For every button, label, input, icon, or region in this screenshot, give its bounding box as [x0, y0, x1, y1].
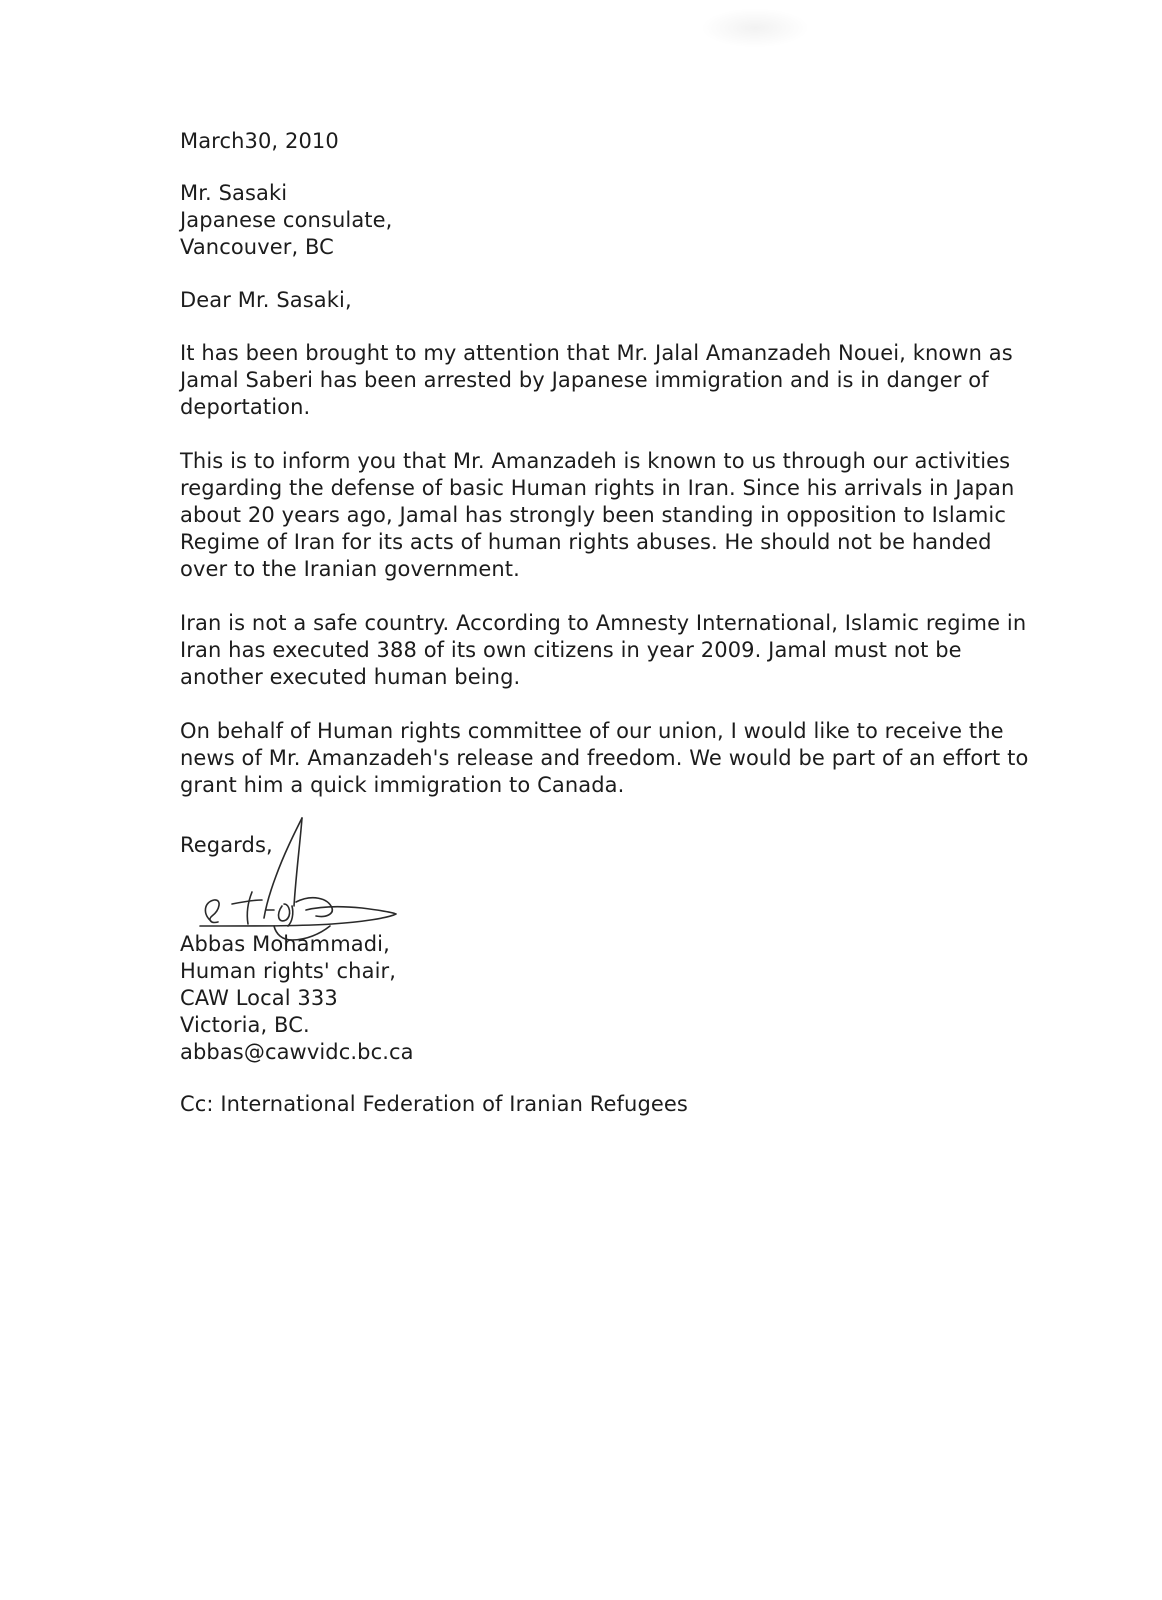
scan-smudge [700, 8, 810, 48]
sender-city: Victoria, BC. [180, 1013, 310, 1037]
closing-line: Regards, [180, 833, 273, 857]
paragraph-line: This is to inform you that Mr. Amanzadeh is known to us through our activities [180, 449, 1011, 473]
sender-email: abbas@cawvidc.bc.ca [180, 1040, 414, 1064]
letter-date [180, 128, 1010, 155]
recipient-city: Vancouver, BC [180, 235, 334, 259]
salutation [180, 287, 1010, 314]
sender-name: Abbas Mohammadi, [180, 932, 390, 956]
cc-line: Cc: International Federation of Iranian Refugees [180, 1092, 688, 1116]
paragraph-line: Jamal Saberi has been arrested by Japanese immigration and is in danger of [180, 368, 989, 392]
signature-icon [182, 814, 402, 944]
sender-title: Human rights' chair, [180, 959, 397, 983]
paragraph-line: news of Mr. Amanzadeh's release and freedom. We would be part of an effort to [180, 746, 1029, 770]
recipient-address [180, 180, 1010, 261]
paragraph-line: Iran is not a safe country. According to Amnesty International, Islamic regime in [180, 611, 1027, 635]
paragraph-4 [180, 718, 1029, 799]
sender-organization: CAW Local 333 [180, 986, 338, 1010]
letter-body [180, 128, 1029, 1118]
paragraph-3 [180, 610, 1027, 691]
paragraph-line: On behalf of Human rights committee of our union, I would like to receive the [180, 719, 1004, 743]
recipient-office: Japanese consulate, [180, 208, 393, 232]
paragraph-line: over to the Iranian government. [180, 557, 520, 581]
paragraph-line: regarding the defense of basic Human rights in Iran. Since his arrivals in Japan [180, 476, 1015, 500]
paragraph-line: grant him a quick immigration to Canada. [180, 773, 625, 797]
paragraph-line: another executed human being. [180, 665, 521, 689]
salutation-line: Dear Mr. Sasaki, [180, 288, 352, 312]
recipient-name: Mr. Sasaki [180, 181, 288, 205]
paragraph-line: about 20 years ago, Jamal has strongly been standing in opposition to Islamic [180, 503, 1006, 527]
paragraph-line: Iran has executed 388 of its own citizens in year 2009. Jamal must not be [180, 638, 962, 662]
cc-line-block [180, 1091, 1010, 1118]
paragraph-line: deportation. [180, 395, 311, 419]
sender-block [180, 931, 1010, 1066]
date-line: March30, 2010 [180, 129, 339, 153]
paragraph-1 [180, 340, 1013, 421]
paragraph-2 [180, 448, 1015, 583]
paragraph-line: It has been brought to my attention that Mr. Jalal Amanzadeh Nouei, known as [180, 341, 1013, 365]
paragraph-line: Regime of Iran for its acts of human rights abuses. He should not be handed [180, 530, 992, 554]
signature-area [180, 859, 1010, 931]
